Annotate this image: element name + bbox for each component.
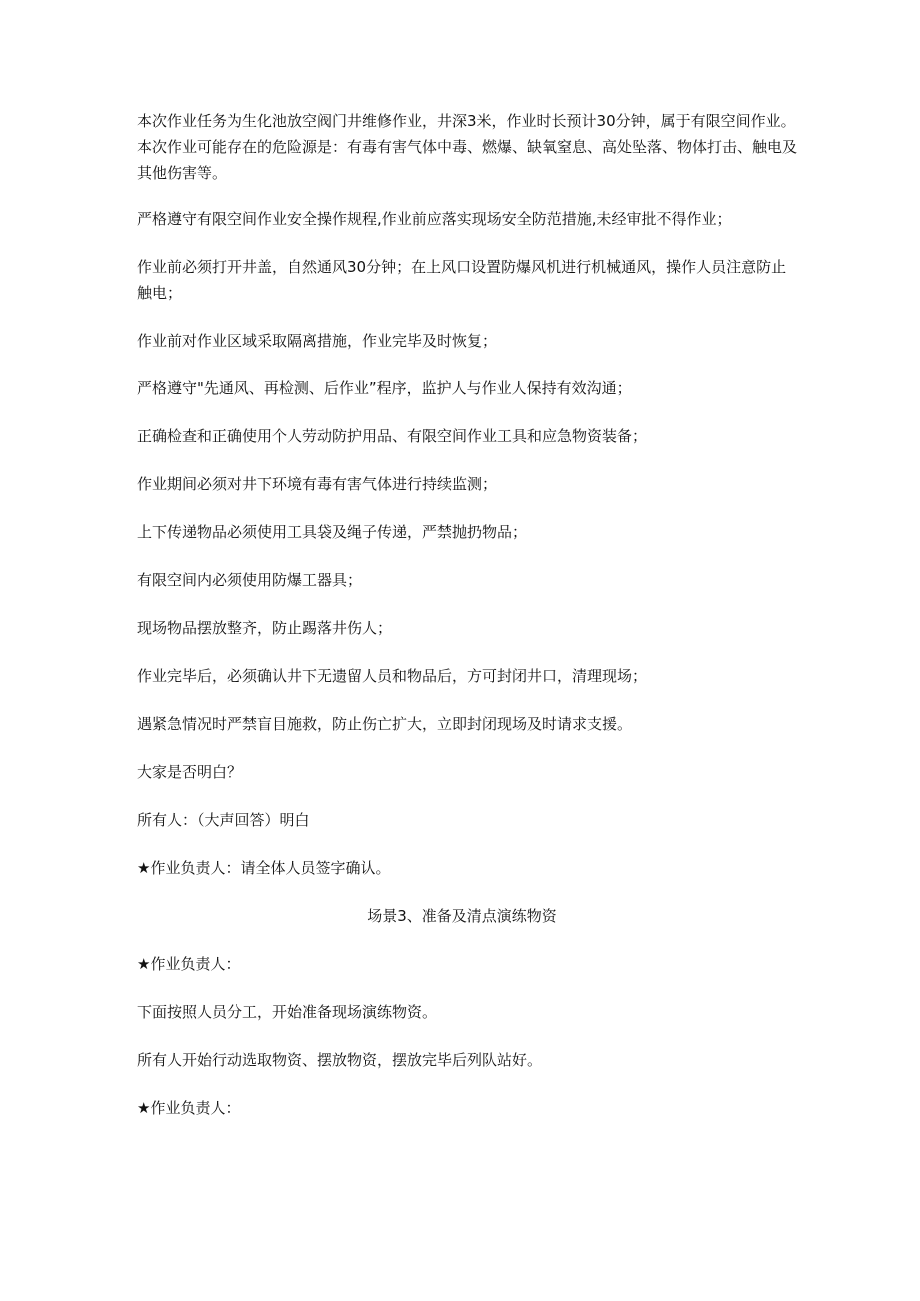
rule-paragraph-5: 正确检查和正确使用个人劳动防护用品、有限空间作业工具和应急物资装备； (137, 427, 648, 445)
rule-paragraph-11: 遇紧急情况时严禁盲目施救，防止伤亡扩大，立即封闭现场及时请求支援。 (137, 715, 633, 733)
rule-paragraph-10: 作业完毕后，必须确认井下无遗留人员和物品后，方可封闭井口，清理现场； (137, 667, 648, 685)
rule-paragraph-4: 严格遵守"先通风、再检测、后作业”程序，监护人与作业人保持有效沟通； (137, 379, 632, 397)
question-line: 大家是否明白？ (137, 763, 243, 781)
signature-instruction: ★作业负责人：请全体人员签字确认。 (137, 859, 391, 877)
instruction-line: 下面按照人员分工，开始准备现场演练物资。 (137, 1003, 438, 1021)
rule-paragraph-6: 作业期间必须对井下环境有毒有害气体进行持续监测； (137, 475, 498, 493)
intro-paragraph: 本次作业任务为生化池放空阀门井维修作业，井深3米，作业时长预计30分钟，属于有限空间作业。本次作业可能存在的危险源是：有毒有害气体中毒、燃爆、缺氧窒息、高处坠落、物体打击、触电及其他伤害等。 (137, 112, 798, 182)
scene-heading: 场景3、准备及清点演练物资 (367, 907, 557, 925)
action-line: 所有人开始行动选取物资、摆放物资，摆放完毕后列队站好。 (137, 1051, 543, 1069)
rule-paragraph-9: 现场物品摆放整齐，防止踢落井伤人； (137, 619, 393, 637)
rule-paragraph-3: 作业前对作业区域采取隔离措施，作业完毕及时恢复； (137, 332, 498, 350)
rule-paragraph-2: 作业前必须打开井盖，自然通风30分钟；在上风口设置防爆风机进行机械通风，操作人员注意防止触电； (137, 258, 787, 302)
speaker-line-1: ★作业负责人： (137, 955, 241, 973)
response-line: 所有人：（大声回答）明白 (137, 811, 310, 829)
rule-paragraph-7: 上下传递物品必须使用工具袋及绳子传递，严禁抛扔物品； (137, 523, 528, 541)
rule-paragraph-8: 有限空间内必须使用防爆工器具； (137, 571, 363, 589)
rule-paragraph-1: 严格遵守有限空间作业安全操作规程,作业前应落实现场安全防范措施,未经审批不得作业； (137, 210, 732, 228)
speaker-line-2: ★作业负责人： (137, 1099, 241, 1117)
